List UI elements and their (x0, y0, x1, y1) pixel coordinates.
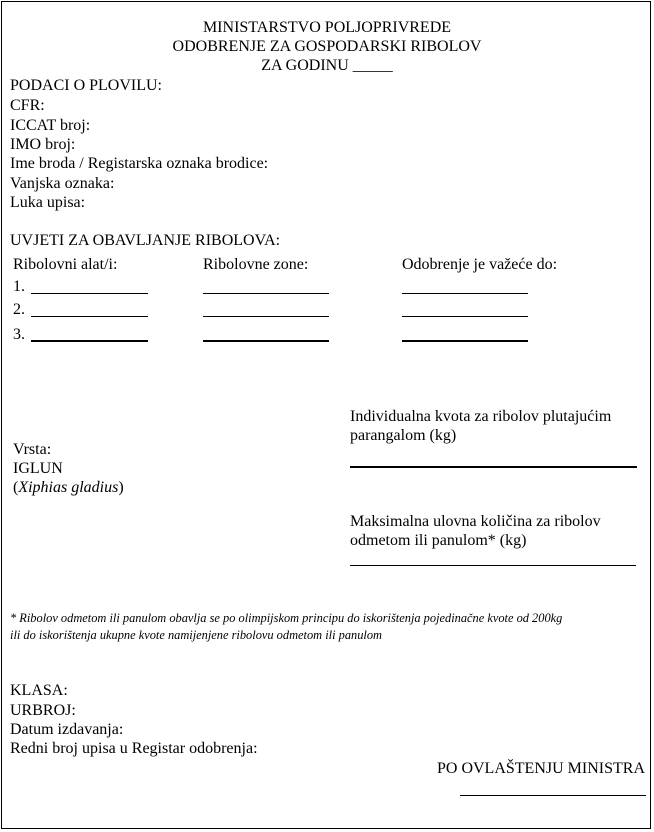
species-latin-name: (Xiphias gladius) (13, 479, 124, 496)
field-port: Luka upisa: (10, 194, 86, 211)
signature-line (460, 795, 646, 796)
field-cfr: CFR: (10, 97, 45, 114)
species-name: IGLUN (13, 460, 63, 477)
conditions-heading: UVJETI ZA OBAVLJANJE RIBOLOVA: (10, 232, 281, 249)
field-issue-date: Datum izdavanja: (10, 721, 124, 738)
field-external-mark: Vanjska oznaka: (10, 175, 115, 192)
gear-line-2 (31, 316, 148, 317)
gear-line-3 (31, 340, 148, 342)
row-number: 1. (13, 278, 25, 295)
field-iccat: ICCAT broj: (10, 117, 91, 134)
field-register-number: Redni broj upisa u Registar odobrenja: (10, 740, 258, 757)
footnote-line-2: ili do iskorištenja ukupne kvote namijenjene ribolovu odmetom ili panulom (10, 628, 382, 642)
gear-line-1 (31, 293, 148, 294)
max-catch-label: Maksimalna ulovna količina za ribolov odmetom ili panulom* (kg) (350, 513, 601, 549)
species-label: Vrsta: (13, 441, 52, 458)
row-number: 3. (13, 326, 25, 343)
column-gear: Ribolovni alat/i: (13, 256, 118, 273)
vessel-heading: PODACI O PLOVILU: (10, 77, 162, 94)
signature-label: PO OVLAŠTENJU MINISTRA (436, 760, 645, 777)
ministry-title: MINISTARSTVO POLJOPRIVREDE (202, 19, 452, 36)
column-zones: Ribolovne zone: (203, 256, 309, 273)
zone-line-2 (203, 316, 329, 317)
column-valid-until: Odobrenje je važeće do: (402, 256, 558, 273)
field-vessel-name: Ime broda / Registarska oznaka brodice: (10, 155, 269, 172)
zone-line-1 (203, 293, 329, 294)
longline-quota-line (350, 466, 637, 468)
date-line-3 (402, 340, 528, 342)
longline-quota-label: Individualna kvota za ribolov plutajućim parangalom (kg) (350, 408, 612, 444)
field-klasa: KLASA: (10, 682, 68, 699)
year-label: ZA GODINU _____ (261, 57, 393, 74)
document-title: ODOBRENJE ZA GOSPODARSKI RIBOLOV (172, 38, 482, 55)
field-urbroj: URBROJ: (10, 702, 76, 719)
zone-line-3 (203, 340, 329, 342)
date-line-2 (402, 316, 528, 317)
date-line-1 (402, 293, 528, 294)
field-imo: IMO broj: (10, 136, 76, 153)
footnote-line-1: * Ribolov odmetom ili panulom obavlja se po olimpijskom principu do iskorištenja pojedinačne kvote od 200kg (10, 611, 563, 625)
row-number: 2. (13, 301, 25, 318)
max-catch-line (350, 565, 636, 566)
